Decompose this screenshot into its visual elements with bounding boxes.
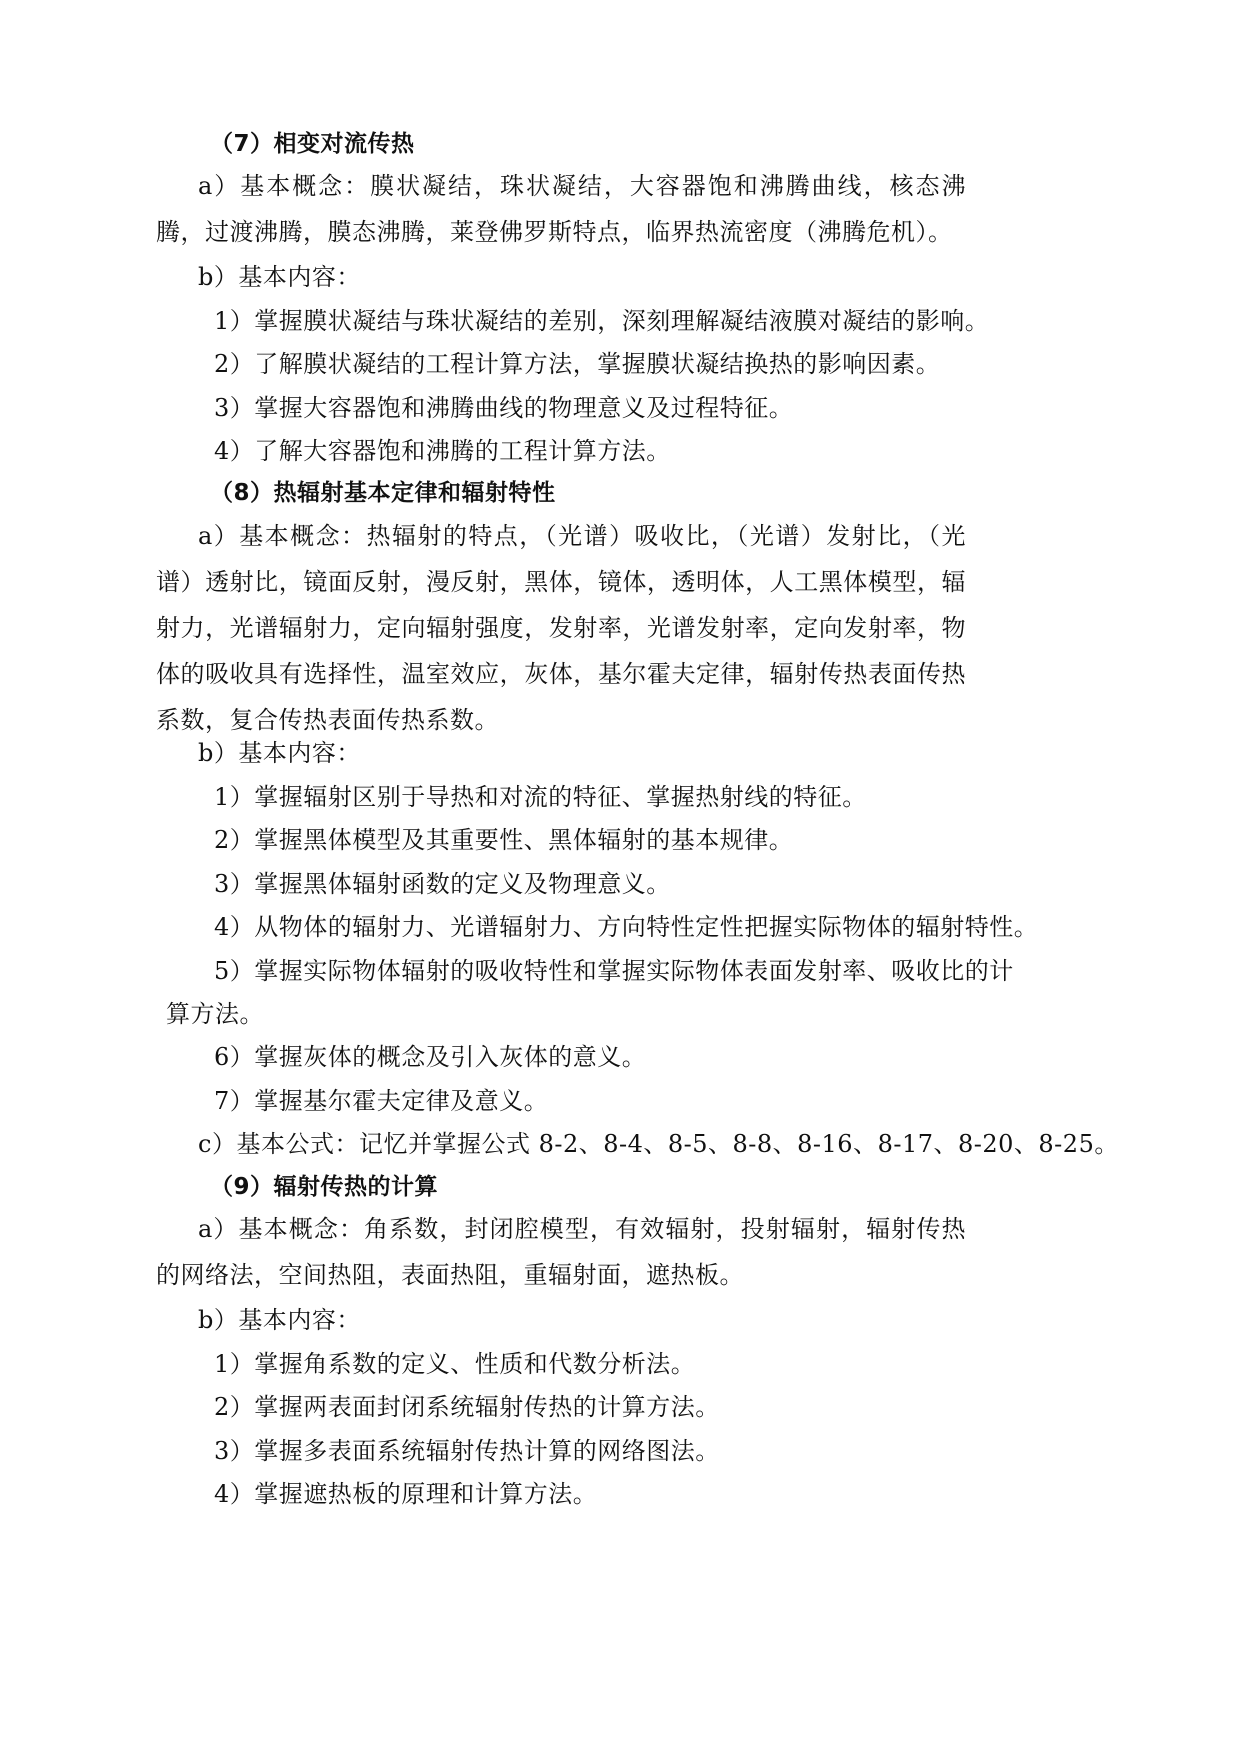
section-8-item-7: 7）掌握基尔霍夫定律及意义。 [214,1087,549,1115]
section-7-concept: a）基本概念：膜状凝结，珠状凝结，大容器饱和沸腾曲线，核态沸腾，过渡沸腾，膜态沸腾，莱登佛罗斯特点，临界热流密度（沸腾危机）。 [156,172,966,246]
section-8-content-label: b）基本内容： [198,739,361,767]
section-8-item-4: 4）从物体的辐射力、光谱辐射力、方向特性定性把握实际物体的辐射特性。 [214,913,1039,941]
section-9-concept: a）基本概念：角系数，封闭腔模型，有效辐射，投射辐射，辐射传热的网络法，空间热阻，表面热阻，重辐射面，遮热板。 [156,1215,966,1289]
section-8-item-2: 2）掌握黑体模型及其重要性、黑体辐射的基本规律。 [214,826,794,854]
section-8-formula: c）基本公式：记忆并掌握公式 8-2、8-4、8-5、8-8、8-16、8-17、8-20、8-25。 [198,1130,1119,1158]
section-8-item-3: 3）掌握黑体辐射函数的定义及物理意义。 [214,870,671,898]
section-8-heading: （8）热辐射基本定律和辐射特性 [210,480,556,506]
section-8-item-5: 5）掌握实际物体辐射的吸收特性和掌握实际物体表面发射率、吸收比的计 [214,957,1014,985]
section-7-item-4: 4）了解大容器饱和沸腾的工程计算方法。 [214,437,671,465]
section-9-item-4: 4）掌握遮热板的原理和计算方法。 [214,1480,598,1508]
section-7-content-label: b）基本内容： [198,263,361,291]
section-7-item-2: 2）了解膜状凝结的工程计算方法，掌握膜状凝结换热的影响因素。 [214,350,941,378]
section-8-item-1: 1）掌握辐射区别于导热和对流的特征、掌握热射线的特征。 [214,783,867,811]
section-9-heading: （9）辐射传热的计算 [210,1174,439,1200]
section-9-item-2: 2）掌握两表面封闭系统辐射传热的计算方法。 [214,1393,720,1421]
section-7-item-1: 1）掌握膜状凝结与珠状凝结的差别，深刻理解凝结液膜对凝结的影响。 [214,307,990,335]
section-9-content-label: b）基本内容： [198,1306,361,1334]
section-8-item-5-cont: 算方法。 [166,1000,264,1028]
section-9-item-3: 3）掌握多表面系统辐射传热计算的网络图法。 [214,1437,720,1465]
section-9-item-1: 1）掌握角系数的定义、性质和代数分析法。 [214,1350,696,1378]
section-7-heading: （7）相变对流传热 [210,131,415,157]
section-8-item-6: 6）掌握灰体的概念及引入灰体的意义。 [214,1043,647,1071]
section-8-concept: a）基本概念：热辐射的特点，（光谱）吸收比，（光谱）发射比，（光谱）透射比，镜面反射，漫反射，黑体，镜体，透明体，人工黑体模型，辐射力，光谱辐射力，定向辐射强度，发射率，光谱发射率，定向发射率，物体的吸收具有选择性，温室效应，灰体，基尔霍夫定律，辐射传热表面传热系数，复合传热表面传热系数。 [156,522,966,734]
section-7-item-3: 3）掌握大容器饱和沸腾曲线的物理意义及过程特征。 [214,394,794,422]
